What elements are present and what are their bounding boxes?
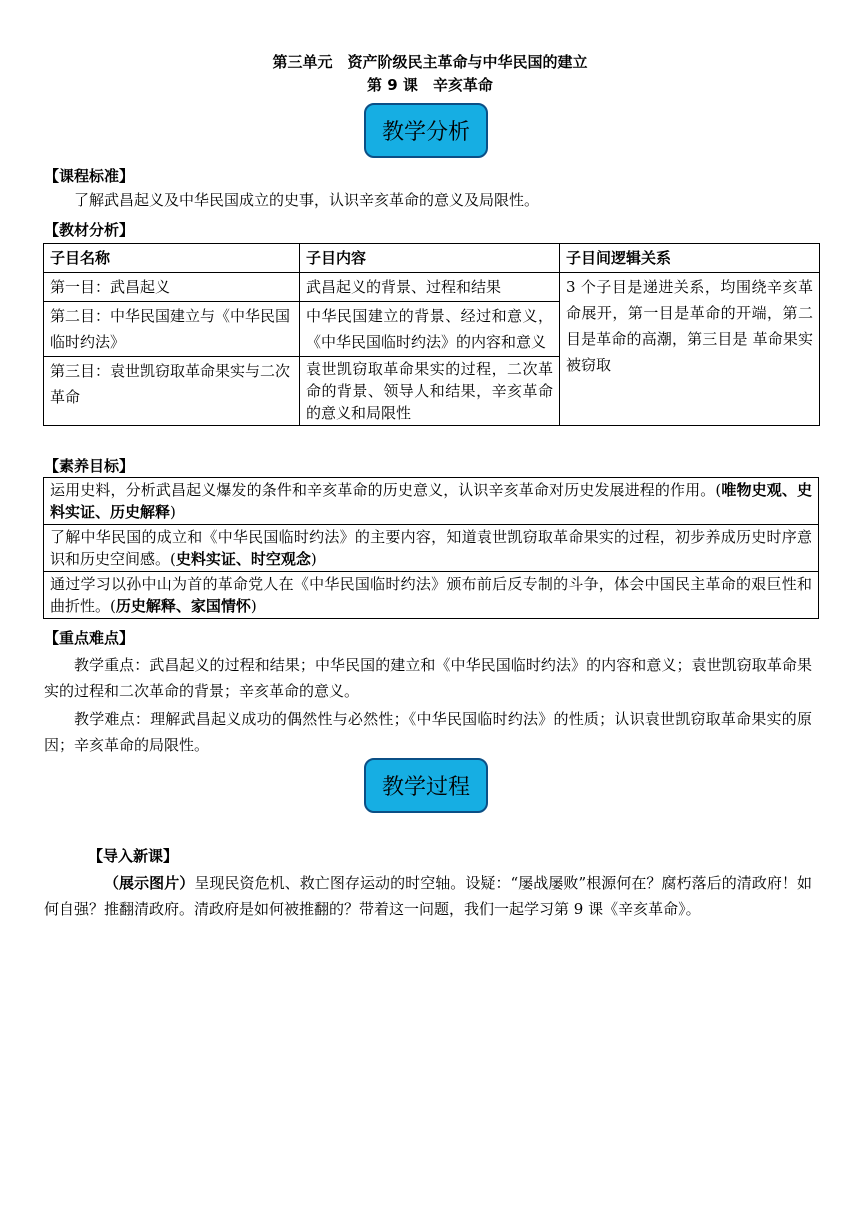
goal-item: 通过学习以孙中山为首的革命党人在《中华民国临时约法》颁布前后反专制的斗争，体会中国民主革命的艰巨性和曲折性。(历史解释、家国情怀) xyxy=(44,572,819,619)
column-header: 子目间逻辑关系 xyxy=(560,244,820,273)
teaching-focus: 教学重点：武昌起义的过程和结果；中华民国的建立和《中华民国临时约法》的内容和意义；袁世凯窃取革命果实的过程和二次革命的背景；辛亥革命的意义。 xyxy=(44,656,812,700)
goal-item: 了解中华民国的成立和《中华民国临时约法》的主要内容，知道袁世凯窃取革命果实的过程，初步养成历史时序意识和历史空间感。(史料实证、时空观念) xyxy=(44,525,819,572)
table-row xyxy=(44,273,820,302)
textbook-analysis-heading: 【教材分析】 xyxy=(44,221,135,239)
intro-text: （展示图片）呈现民资危机、救亡图存运动的时空轴。设疑：“屡战屡败”根源何在？腐朽落后的清政府！如何自强？推翻清政府。清政府是如何被推翻的？带着这一问题，我们一起学习第 9 课《辛亥革命》。 xyxy=(44,874,812,918)
intro-heading: 【导入新课】 xyxy=(88,847,179,865)
table-row xyxy=(44,525,819,572)
textbook-analysis-table xyxy=(43,243,820,426)
teaching-process-badge: 教学过程 xyxy=(364,758,488,813)
key-points-heading: 【重点难点】 xyxy=(44,629,135,647)
column-header: 子目名称 xyxy=(44,244,300,273)
column-header: 子目内容 xyxy=(300,244,560,273)
subsection-name: 第二目：中华民国建立与《中华民国临时约法》 xyxy=(44,302,300,357)
subsection-content: 武昌起义的背景、过程和结果 xyxy=(300,273,560,302)
teaching-difficulty: 教学难点：理解武昌起义成功的偶然性与必然性；《中华民国临时约法》的性质；认识袁世凯窃取革命果实的原因；辛亥革命的局限性。 xyxy=(44,710,812,754)
curriculum-standard-text: 了解武昌起义及中华民国成立的史事，认识辛亥革命的意义及局限性。 xyxy=(74,191,540,209)
goal-item: 运用史料，分析武昌起义爆发的条件和辛亥革命的历史意义，认识辛亥革命对历史发展进程的作用。(唯物史观、史料实证、历史解释) xyxy=(44,478,819,525)
table-header-row xyxy=(44,244,820,273)
lesson-title: 第 9 课 辛亥革命 xyxy=(367,76,493,94)
subsection-content: 中华民国建立的背景、经过和意义，《中华民国临时约法》的内容和意义 xyxy=(300,302,560,357)
subsection-name: 第一目：武昌起义 xyxy=(44,273,300,302)
subsection-name: 第三目：袁世凯窃取革命果实与二次革命 xyxy=(44,357,300,426)
unit-title: 第三单元 资产阶级民主革命与中华民国的建立 xyxy=(272,53,588,71)
curriculum-standard-heading: 【课程标准】 xyxy=(44,167,135,185)
teaching-analysis-badge: 教学分析 xyxy=(364,103,488,158)
literacy-goals-heading: 【素养目标】 xyxy=(44,457,135,475)
literacy-goals-table xyxy=(43,477,819,619)
table-row xyxy=(44,572,819,619)
subsection-content: 袁世凯窃取革命果实的过程，二次革命的背景、领导人和结果，辛亥革命的意义和局限性 xyxy=(300,357,560,426)
table-row xyxy=(44,478,819,525)
logical-relation: 3 个子目是递进关系，均围绕辛亥革命展开，第一目是革命的开端，第二目是革命的高潮，第三目是 革命果实被窃取 xyxy=(560,273,820,426)
